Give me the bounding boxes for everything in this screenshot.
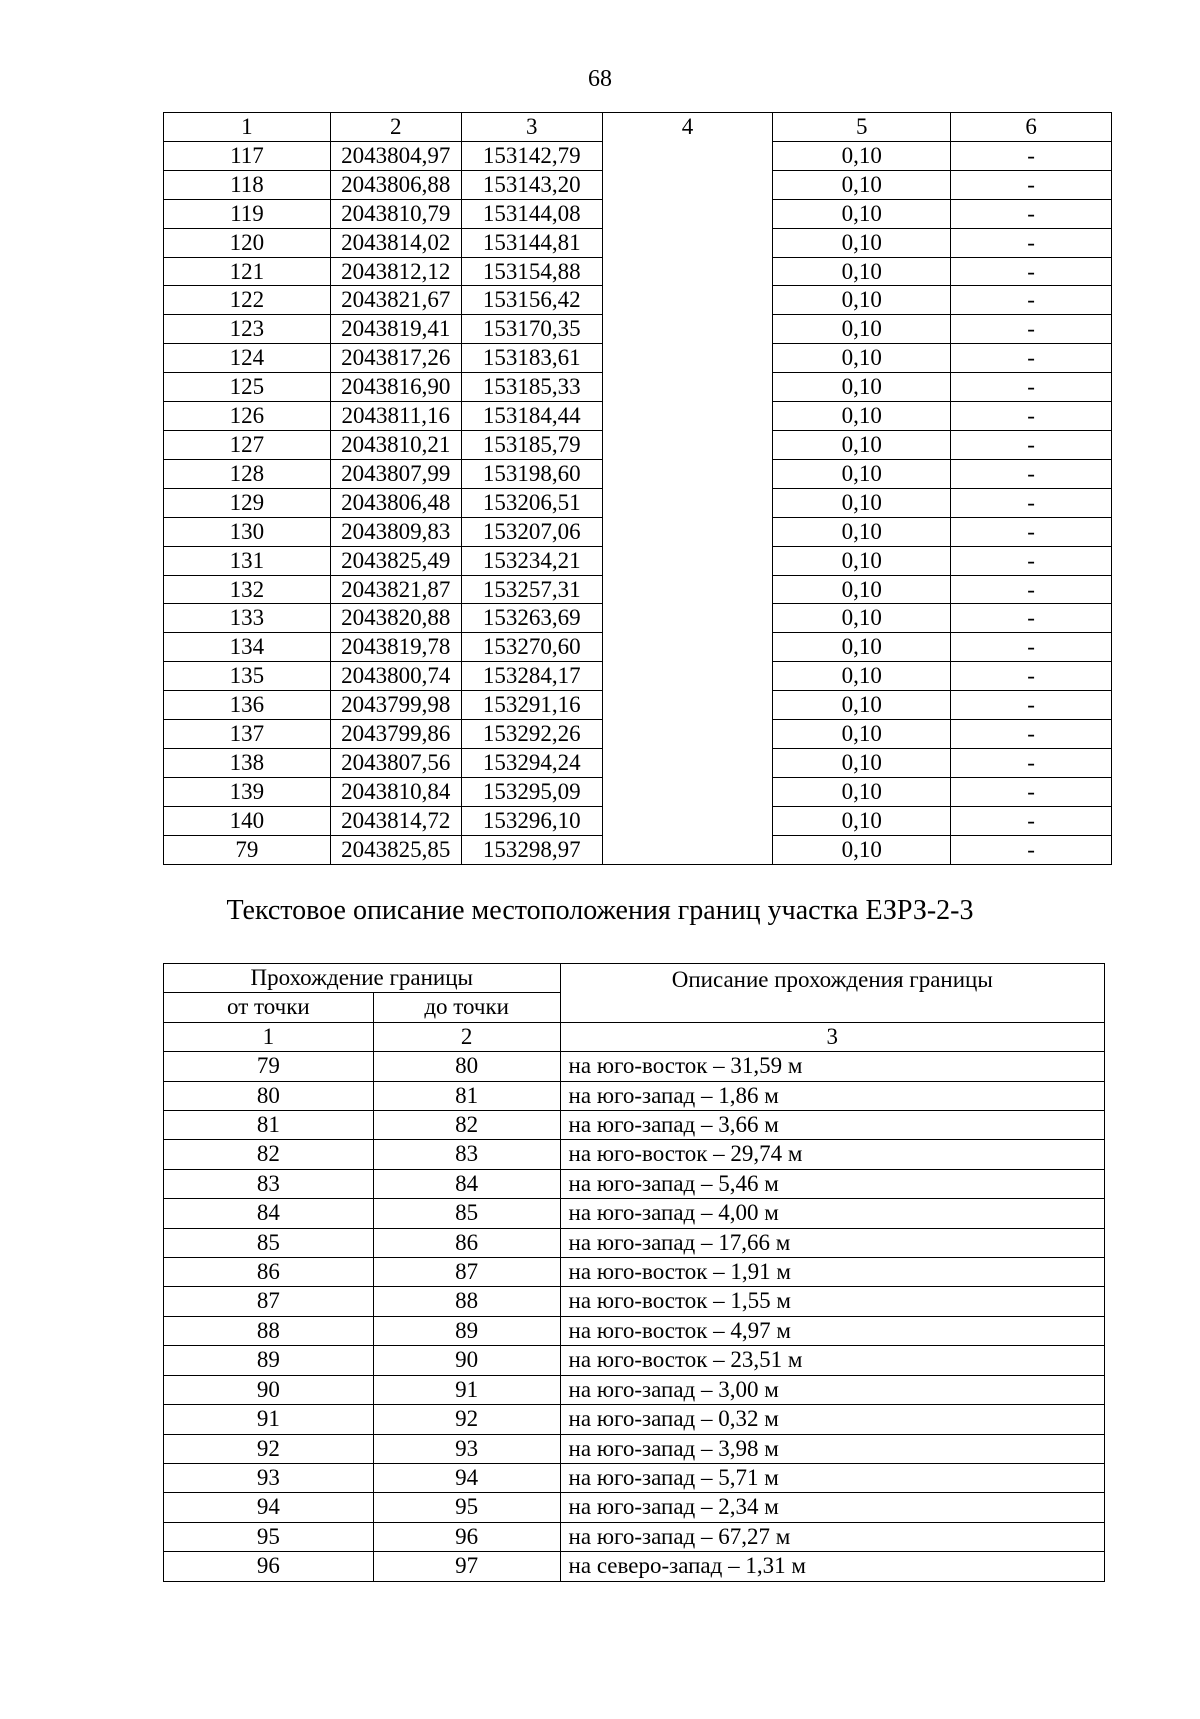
point-number: 124 xyxy=(164,344,331,373)
table-row xyxy=(164,1287,1105,1316)
boundary-description: на юго-запад – 3,98 м xyxy=(560,1434,1104,1463)
point-number: 121 xyxy=(164,257,331,286)
boundary-description: на северо-запад – 1,31 м xyxy=(560,1552,1104,1581)
boundary-description: на юго-восток – 4,97 м xyxy=(560,1316,1104,1345)
note: - xyxy=(951,286,1112,315)
boundary-description: на юго-запад – 3,66 м xyxy=(560,1111,1104,1140)
note: - xyxy=(951,430,1112,459)
table-row xyxy=(164,633,1112,662)
to-point: 83 xyxy=(373,1140,560,1169)
table-row xyxy=(164,517,1112,546)
to-point: 82 xyxy=(373,1111,560,1140)
table-row xyxy=(164,1258,1105,1287)
from-point: 79 xyxy=(164,1052,374,1081)
accuracy: 0,10 xyxy=(773,604,951,633)
y-coordinate: 153294,24 xyxy=(461,748,602,777)
x-coordinate: 2043807,99 xyxy=(330,459,461,488)
note: - xyxy=(951,459,1112,488)
to-point: 86 xyxy=(373,1228,560,1257)
to-point: 84 xyxy=(373,1169,560,1198)
x-coordinate: 2043814,02 xyxy=(330,228,461,257)
y-coordinate: 153284,17 xyxy=(461,662,602,691)
empty-cell xyxy=(602,777,773,806)
x-coordinate: 2043800,74 xyxy=(330,662,461,691)
table-row xyxy=(164,1463,1105,1492)
point-number: 136 xyxy=(164,691,331,720)
table-row xyxy=(164,1111,1105,1140)
description-header: Описание прохождения границы xyxy=(560,964,1104,1023)
note: - xyxy=(951,575,1112,604)
column-header: 1 xyxy=(164,113,331,142)
column-number: 3 xyxy=(560,1022,1104,1051)
x-coordinate: 2043807,56 xyxy=(330,748,461,777)
table-row xyxy=(164,575,1112,604)
column-header: 5 xyxy=(773,113,951,142)
boundary-description: на юго-запад – 3,00 м xyxy=(560,1375,1104,1404)
accuracy: 0,10 xyxy=(773,141,951,170)
table-row xyxy=(164,691,1112,720)
group-header: Прохождение границы xyxy=(164,964,561,993)
table-row xyxy=(164,459,1112,488)
table-row xyxy=(164,402,1112,431)
column-header: 6 xyxy=(951,113,1112,142)
boundary-description: на юго-запад – 5,46 м xyxy=(560,1169,1104,1198)
x-coordinate: 2043810,79 xyxy=(330,199,461,228)
from-point: 91 xyxy=(164,1405,374,1434)
empty-cell xyxy=(602,517,773,546)
y-coordinate: 153291,16 xyxy=(461,691,602,720)
y-coordinate: 153207,06 xyxy=(461,517,602,546)
to-point: 90 xyxy=(373,1346,560,1375)
empty-cell xyxy=(602,835,773,864)
x-coordinate: 2043821,87 xyxy=(330,575,461,604)
table-row xyxy=(164,546,1112,575)
empty-cell xyxy=(602,691,773,720)
accuracy: 0,10 xyxy=(773,373,951,402)
note: - xyxy=(951,373,1112,402)
x-coordinate: 2043819,41 xyxy=(330,315,461,344)
note: - xyxy=(951,720,1112,749)
section-heading: Текстовое описание местоположения границ участка ЕЗРЗ-2-3 xyxy=(226,895,974,926)
x-coordinate: 2043819,78 xyxy=(330,633,461,662)
to-point: 97 xyxy=(373,1552,560,1581)
accuracy: 0,10 xyxy=(773,228,951,257)
x-coordinate: 2043809,83 xyxy=(330,517,461,546)
point-number: 128 xyxy=(164,459,331,488)
accuracy: 0,10 xyxy=(773,402,951,431)
from-point: 81 xyxy=(164,1111,374,1140)
y-coordinate: 153263,69 xyxy=(461,604,602,633)
point-number: 125 xyxy=(164,373,331,402)
table-row xyxy=(164,1493,1105,1522)
y-coordinate: 153257,31 xyxy=(461,575,602,604)
to-point: 93 xyxy=(373,1434,560,1463)
table-row xyxy=(164,835,1112,864)
note: - xyxy=(951,170,1112,199)
to-point: 88 xyxy=(373,1287,560,1316)
table-row xyxy=(164,777,1112,806)
y-coordinate: 153183,61 xyxy=(461,344,602,373)
to-point: 85 xyxy=(373,1199,560,1228)
point-number: 123 xyxy=(164,315,331,344)
desc-header-row-1 xyxy=(164,964,1105,993)
boundary-description: на юго-запад – 1,86 м xyxy=(560,1081,1104,1110)
accuracy: 0,10 xyxy=(773,633,951,662)
accuracy: 0,10 xyxy=(773,315,951,344)
table-row xyxy=(164,315,1112,344)
column-header: 3 xyxy=(461,113,602,142)
table-row xyxy=(164,1140,1105,1169)
table-row xyxy=(164,806,1112,835)
accuracy: 0,10 xyxy=(773,170,951,199)
empty-cell xyxy=(602,286,773,315)
accuracy: 0,10 xyxy=(773,748,951,777)
note: - xyxy=(951,488,1112,517)
from-point: 84 xyxy=(164,1199,374,1228)
table-row xyxy=(164,286,1112,315)
table-row xyxy=(164,170,1112,199)
x-coordinate: 2043814,72 xyxy=(330,806,461,835)
accuracy: 0,10 xyxy=(773,662,951,691)
boundary-description: на юго-восток – 29,74 м xyxy=(560,1140,1104,1169)
empty-cell xyxy=(602,720,773,749)
y-coordinate: 153154,88 xyxy=(461,257,602,286)
point-number: 133 xyxy=(164,604,331,633)
y-coordinate: 153143,20 xyxy=(461,170,602,199)
empty-cell xyxy=(602,199,773,228)
column-header: 2 xyxy=(330,113,461,142)
y-coordinate: 153298,97 xyxy=(461,835,602,864)
from-point: 90 xyxy=(164,1375,374,1404)
point-number: 131 xyxy=(164,546,331,575)
boundary-description: на юго-запад – 17,66 м xyxy=(560,1228,1104,1257)
y-coordinate: 153185,79 xyxy=(461,430,602,459)
from-point: 96 xyxy=(164,1552,374,1581)
from-point: 83 xyxy=(164,1169,374,1198)
note: - xyxy=(951,315,1112,344)
accuracy: 0,10 xyxy=(773,430,951,459)
note: - xyxy=(951,662,1112,691)
note: - xyxy=(951,633,1112,662)
table-row xyxy=(164,1346,1105,1375)
boundary-description-table xyxy=(163,963,1105,1582)
x-coordinate: 2043810,84 xyxy=(330,777,461,806)
point-number: 135 xyxy=(164,662,331,691)
y-coordinate: 153234,21 xyxy=(461,546,602,575)
to-point: 96 xyxy=(373,1522,560,1551)
y-coordinate: 153185,33 xyxy=(461,373,602,402)
boundary-description: на юго-запад – 4,00 м xyxy=(560,1199,1104,1228)
table-row xyxy=(164,1405,1105,1434)
to-point: 81 xyxy=(373,1081,560,1110)
table-row xyxy=(164,488,1112,517)
boundary-description: на юго-запад – 5,71 м xyxy=(560,1463,1104,1492)
accuracy: 0,10 xyxy=(773,459,951,488)
x-coordinate: 2043811,16 xyxy=(330,402,461,431)
empty-cell xyxy=(602,748,773,777)
y-coordinate: 153296,10 xyxy=(461,806,602,835)
x-coordinate: 2043812,12 xyxy=(330,257,461,286)
note: - xyxy=(951,517,1112,546)
boundary-description: на юго-восток – 31,59 м xyxy=(560,1052,1104,1081)
table-row xyxy=(164,604,1112,633)
note: - xyxy=(951,835,1112,864)
table-row xyxy=(164,141,1112,170)
note: - xyxy=(951,402,1112,431)
accuracy: 0,10 xyxy=(773,517,951,546)
table-row xyxy=(164,1228,1105,1257)
point-number: 129 xyxy=(164,488,331,517)
accuracy: 0,10 xyxy=(773,488,951,517)
from-point-header: от точки xyxy=(164,993,374,1022)
empty-cell xyxy=(602,228,773,257)
y-coordinate: 153156,42 xyxy=(461,286,602,315)
from-point: 95 xyxy=(164,1522,374,1551)
empty-cell xyxy=(602,170,773,199)
point-number: 79 xyxy=(164,835,331,864)
empty-cell xyxy=(602,633,773,662)
y-coordinate: 153206,51 xyxy=(461,488,602,517)
table-row xyxy=(164,228,1112,257)
from-point: 85 xyxy=(164,1228,374,1257)
x-coordinate: 2043799,86 xyxy=(330,720,461,749)
table-row xyxy=(164,720,1112,749)
from-point: 92 xyxy=(164,1434,374,1463)
to-point: 87 xyxy=(373,1258,560,1287)
accuracy: 0,10 xyxy=(773,257,951,286)
point-number: 137 xyxy=(164,720,331,749)
empty-cell xyxy=(602,344,773,373)
point-number: 120 xyxy=(164,228,331,257)
empty-cell xyxy=(602,575,773,604)
x-coordinate: 2043806,48 xyxy=(330,488,461,517)
y-coordinate: 153270,60 xyxy=(461,633,602,662)
x-coordinate: 2043821,67 xyxy=(330,286,461,315)
to-point: 80 xyxy=(373,1052,560,1081)
y-coordinate: 153295,09 xyxy=(461,777,602,806)
to-point: 89 xyxy=(373,1316,560,1345)
column-header: 4 xyxy=(602,113,773,142)
y-coordinate: 153142,79 xyxy=(461,141,602,170)
boundary-description: на юго-запад – 2,34 м xyxy=(560,1493,1104,1522)
empty-cell xyxy=(602,488,773,517)
point-number: 130 xyxy=(164,517,331,546)
boundary-description: на юго-восток – 1,91 м xyxy=(560,1258,1104,1287)
table-row xyxy=(164,373,1112,402)
empty-cell xyxy=(602,373,773,402)
point-number: 134 xyxy=(164,633,331,662)
empty-cell xyxy=(602,430,773,459)
page-number: 68 xyxy=(588,66,612,92)
table-row xyxy=(164,1434,1105,1463)
empty-cell xyxy=(602,604,773,633)
from-point: 88 xyxy=(164,1316,374,1345)
from-point: 93 xyxy=(164,1463,374,1492)
y-coordinate: 153184,44 xyxy=(461,402,602,431)
point-number: 119 xyxy=(164,199,331,228)
note: - xyxy=(951,777,1112,806)
from-point: 87 xyxy=(164,1287,374,1316)
boundary-description: на юго-восток – 1,55 м xyxy=(560,1287,1104,1316)
boundary-description: на юго-запад – 0,32 м xyxy=(560,1405,1104,1434)
from-point: 82 xyxy=(164,1140,374,1169)
x-coordinate: 2043804,97 xyxy=(330,141,461,170)
table-row xyxy=(164,748,1112,777)
point-number: 122 xyxy=(164,286,331,315)
accuracy: 0,10 xyxy=(773,835,951,864)
accuracy: 0,10 xyxy=(773,720,951,749)
point-number: 139 xyxy=(164,777,331,806)
accuracy: 0,10 xyxy=(773,806,951,835)
coordinates-table xyxy=(163,112,1112,865)
table-row xyxy=(164,199,1112,228)
from-point: 89 xyxy=(164,1346,374,1375)
point-number: 140 xyxy=(164,806,331,835)
empty-cell xyxy=(602,806,773,835)
note: - xyxy=(951,257,1112,286)
x-coordinate: 2043825,85 xyxy=(330,835,461,864)
table-row xyxy=(164,1522,1105,1551)
point-number: 118 xyxy=(164,170,331,199)
to-point: 92 xyxy=(373,1405,560,1434)
accuracy: 0,10 xyxy=(773,575,951,604)
column-number: 2 xyxy=(373,1022,560,1051)
accuracy: 0,10 xyxy=(773,286,951,315)
point-number: 126 xyxy=(164,402,331,431)
coords-header-row xyxy=(164,113,1112,142)
empty-cell xyxy=(602,662,773,691)
point-number: 132 xyxy=(164,575,331,604)
to-point: 95 xyxy=(373,1493,560,1522)
to-point: 94 xyxy=(373,1463,560,1492)
note: - xyxy=(951,604,1112,633)
x-coordinate: 2043825,49 xyxy=(330,546,461,575)
to-point-header: до точки xyxy=(373,993,560,1022)
x-coordinate: 2043806,88 xyxy=(330,170,461,199)
table-row xyxy=(164,344,1112,373)
table-row xyxy=(164,1199,1105,1228)
to-point: 91 xyxy=(373,1375,560,1404)
x-coordinate: 2043799,98 xyxy=(330,691,461,720)
note: - xyxy=(951,228,1112,257)
empty-cell xyxy=(602,459,773,488)
column-number: 1 xyxy=(164,1022,374,1051)
accuracy: 0,10 xyxy=(773,344,951,373)
accuracy: 0,10 xyxy=(773,777,951,806)
note: - xyxy=(951,199,1112,228)
accuracy: 0,10 xyxy=(773,199,951,228)
empty-cell xyxy=(602,141,773,170)
empty-cell xyxy=(602,257,773,286)
empty-cell xyxy=(602,315,773,344)
empty-cell xyxy=(602,546,773,575)
desc-column-numbers-row xyxy=(164,1022,1105,1051)
x-coordinate: 2043817,26 xyxy=(330,344,461,373)
point-number: 138 xyxy=(164,748,331,777)
y-coordinate: 153144,08 xyxy=(461,199,602,228)
table-row xyxy=(164,1375,1105,1404)
accuracy: 0,10 xyxy=(773,691,951,720)
x-coordinate: 2043810,21 xyxy=(330,430,461,459)
y-coordinate: 153292,26 xyxy=(461,720,602,749)
table-row xyxy=(164,257,1112,286)
table-row xyxy=(164,1552,1105,1581)
accuracy: 0,10 xyxy=(773,546,951,575)
from-point: 94 xyxy=(164,1493,374,1522)
point-number: 117 xyxy=(164,141,331,170)
point-number: 127 xyxy=(164,430,331,459)
table-row xyxy=(164,430,1112,459)
y-coordinate: 153198,60 xyxy=(461,459,602,488)
table-row xyxy=(164,662,1112,691)
note: - xyxy=(951,691,1112,720)
note: - xyxy=(951,748,1112,777)
x-coordinate: 2043816,90 xyxy=(330,373,461,402)
from-point: 80 xyxy=(164,1081,374,1110)
note: - xyxy=(951,806,1112,835)
table-row xyxy=(164,1316,1105,1345)
boundary-description: на юго-запад – 67,27 м xyxy=(560,1522,1104,1551)
note: - xyxy=(951,141,1112,170)
note: - xyxy=(951,344,1112,373)
from-point: 86 xyxy=(164,1258,374,1287)
table-row xyxy=(164,1169,1105,1198)
boundary-description: на юго-восток – 23,51 м xyxy=(560,1346,1104,1375)
y-coordinate: 153144,81 xyxy=(461,228,602,257)
table-row xyxy=(164,1052,1105,1081)
note: - xyxy=(951,546,1112,575)
y-coordinate: 153170,35 xyxy=(461,315,602,344)
empty-cell xyxy=(602,402,773,431)
x-coordinate: 2043820,88 xyxy=(330,604,461,633)
table-row xyxy=(164,1081,1105,1110)
